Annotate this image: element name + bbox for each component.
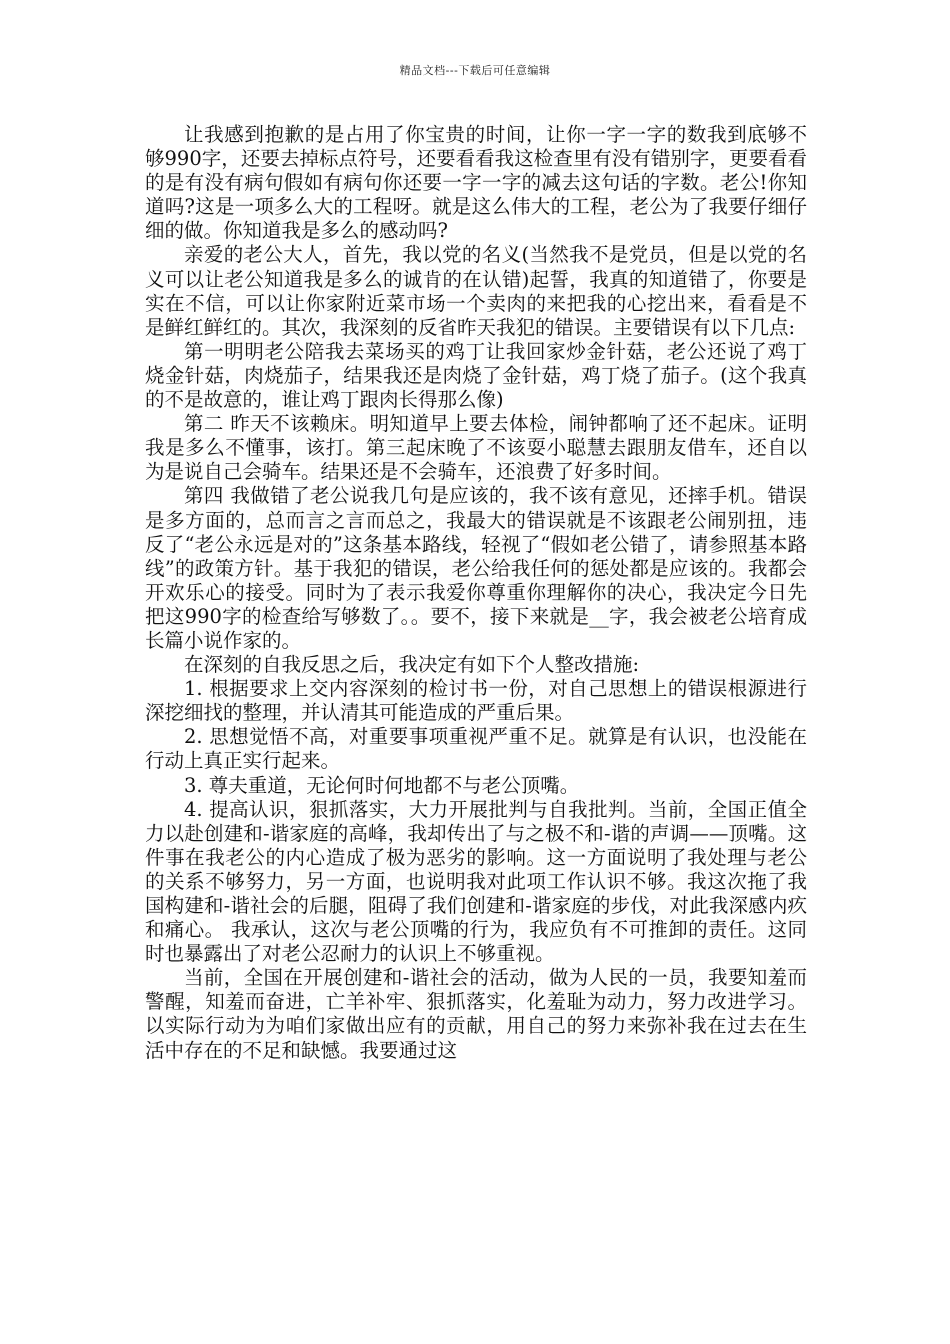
paragraph-measures-intro: 在深刻的自我反思之后，我决定有如下个人整改措施: <box>184 653 640 677</box>
paragraph-mistake-1: 第一明明老公陪我去菜场买的鸡丁让我回家炒金针菇，老公还说了鸡丁烧金针菇，肉烧茄子，结果我还是肉烧了金针菇，鸡丁烧了茄子。(这个我真的不是故意的，谁让鸡丁跟肉长得那么像) <box>145 339 807 412</box>
paragraph-apology: 让我感到抱歉的是占用了你宝贵的时间，让你一字一字的数我到底够不够990字，还要去掉标点符号，还要看看我这检查里有没有错别字，更要看看的是有没有病句假如有病句你还要一字一字的减去这句话的字数。老公!你知道吗?这是一项多么大的工程呀。就是这么伟大的工程，老公为了我要仔细仔细的做。你知道我是多么的感动吗? <box>145 123 807 243</box>
document-body <box>145 123 807 1063</box>
paragraph-oath: 亲爱的老公大人，首先，我以党的名义(当然我不是党员，但是以党的名义可以让老公知道我是多么的诚肯的在认错)起誓，我真的知道错了，你要是实在不信，可以让你家附近菜市场一个卖肉的来把我的心挖出来，看看是不是鲜红鲜红的。其次，我深刻的反省昨天我犯的错误。主要错误有以下几点: <box>145 243 807 339</box>
measure-item-4: 4. 提高认识，狠抓落实，大力开展批判与自我批判。当前，全国正值全力以赴创建和-谐家庭的高峰，我却传出了与之极不和-谐的声调——顶嘴。这件事在我老公的内心造成了极为恶劣的影响。这一方面说明了我处理与老公的关系不够努力，另一方面，也说明我对此项工作认识不够。我这次拖了我国构建和-谐社会的后腿，阻碍了我们创建和-谐家庭的步伐，对此我深感内疚和痛心。 我承认，这次与老公顶嘴的行为，我应负有不可推卸的责任。这同时也暴露出了对老公忍耐力的认识上不够重视。 <box>145 797 807 966</box>
paragraph-mistake-4: 第四 我做错了老公说我几句是应该的，我不该有意见，还摔手机。错误是多方面的，总而言之言而总之，我最大的错误就是不该跟老公闹别扭，违反了“老公永远是对的”这条基本路线，轻视了“假如老公错了，请参照基本路线”的政策方针。基于我犯的错误，老公给我任何的惩处都是应该的。我都会开欢乐心的接受。同时为了表示我爱你尊重你理解你的决心，我决定今日先把这990字的检查给写够数了。。要不，接下来就是__字，我会被老公培育成长篇小说作家的。 <box>145 484 807 652</box>
paragraph-mistake-2-3: 第二 昨天不该赖床。明知道早上要去体检，闹钟都响了还不起床。证明我是多么不懂事，该打。第三起床晚了不该耍小聪慧去跟朋友借车，还自以为是说自己会骑车。结果还是不会骑车，还浪费了好多时间。 <box>145 412 807 484</box>
page-header: 精品文档---下载后可任意编辑 <box>399 64 551 77</box>
measure-item-2: 2. 思想觉悟不高，对重要事项重视严重不足。就算是有认识，也没能在行动上真正实行起来。 <box>145 725 807 773</box>
measure-item-1: 1. 根据要求上交内容深刻的检讨书一份，对自己思想上的错误根源进行深挖细找的整理，并认清其可能造成的严重后果。 <box>145 677 807 725</box>
paragraph-conclusion: 当前，全国在开展创建和-谐社会的活动，做为人民的一员，我要知羞而警醒，知羞而奋进，亡羊补牢、狠抓落实，化羞耻为动力，努力改进学习。以实际行动为为咱们家做出应有的贡献，用自己的努力来弥补我在过去在生活中存在的不足和缺憾。我要通过这 <box>145 966 807 1062</box>
measure-item-3: 3. 尊夫重道，无论何时何地都不与老公顶嘴。 <box>184 773 580 797</box>
